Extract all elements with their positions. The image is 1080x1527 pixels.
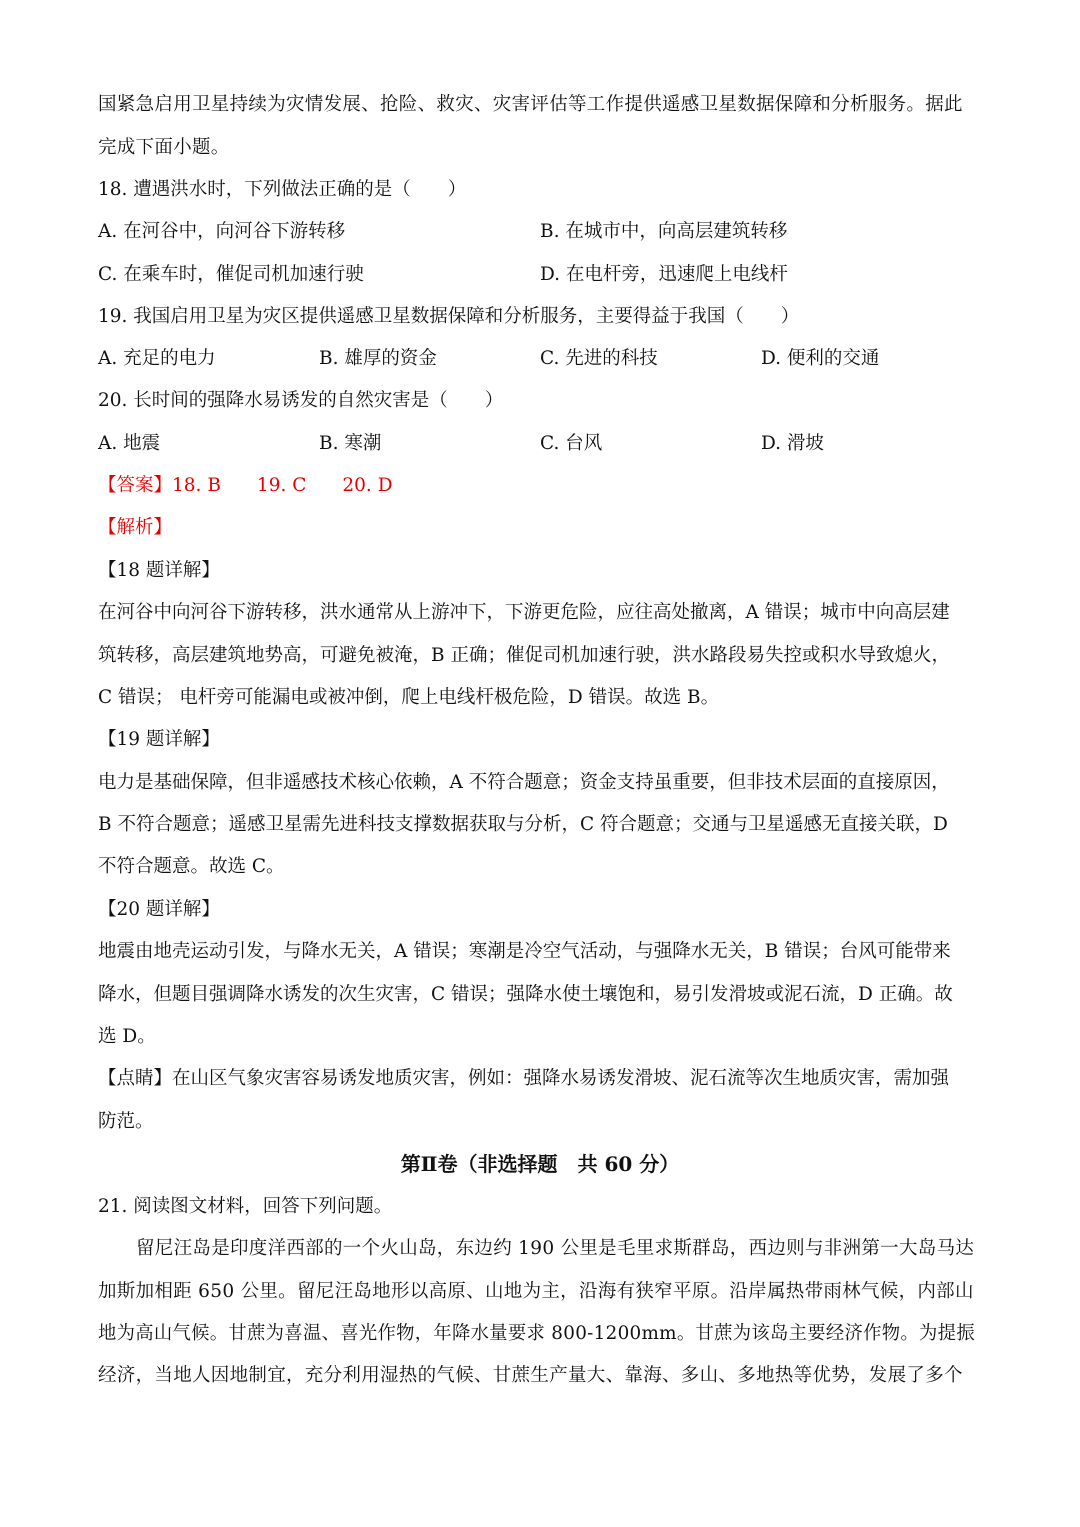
question-18-option-a: A. 在河谷中，向河谷下游转移 (98, 221, 346, 242)
question-19-option-d: D. 便利的交通 (761, 348, 880, 369)
q18-detail-line: 在河谷中向河谷下游转移，洪水通常从上游冲下，下游更危险，应往高处撤离，A 错误；城市中向高层建 (98, 602, 950, 623)
q19-detail-title: 【19 题详解】 (98, 729, 220, 750)
q20-detail-line: 地震由地壳运动引发，与降水无关，A 错误；寒潮是冷空气活动，与强降水无关，B 错误；台风可能带来 (98, 941, 951, 962)
question-20-option-c: C. 台风 (540, 433, 603, 454)
question-21-stem: 21. 阅读图文材料，回答下列问题。 (98, 1196, 393, 1217)
question-20-option-d: D. 滑坡 (761, 433, 824, 454)
q20-detail-line: 降水，但题目强调降水诱发的次生灾害，C 错误；强降水使土壤饱和，易引发滑坡或泥石流，D 正确。故 (98, 984, 953, 1005)
question-18-stem: 18. 遭遇洪水时，下列做法正确的是（ ） (98, 179, 467, 200)
answer-item: 20. D (342, 475, 393, 496)
question-20-stem: 20. 长时间的强降水易诱发的自然灾害是（ ） (98, 390, 504, 411)
q21-material-line: 地为高山气候。甘蔗为喜温、喜光作物，年降水量要求 800-1200mm。甘蔗为该岛主要经济作物。为提振 (98, 1323, 975, 1344)
answer-item: 18. B (172, 475, 221, 496)
question-19-stem: 19. 我国启用卫星为灾区提供遥感卫星数据保障和分析服务，主要得益于我国（ ） (98, 306, 800, 327)
q21-material-line: 加斯加相距 650 公里。留尼汪岛地形以高原、山地为主，沿海有狭窄平原。沿岸属热带雨林气候，内部山 (98, 1281, 974, 1302)
question-20-option-b: B. 寒潮 (319, 433, 382, 454)
tip-line: 防范。 (98, 1111, 154, 1132)
intro-line-2: 完成下面小题。 (98, 137, 230, 158)
q21-material-line: 留尼汪岛是印度洋西部的一个火山岛，东边约 190 公里是毛里求斯群岛，西边则与非洲第一大岛马达 (136, 1238, 975, 1259)
intro-line-1: 国紧急启用卫星持续为灾情发展、抢险、救灾、灾害评估等工作提供遥感卫星数据保障和分析服务。据此 (98, 94, 963, 115)
question-18-option-c: C. 在乘车时，催促司机加速行驶 (98, 264, 364, 285)
analysis-label: 【解析】 (98, 517, 173, 538)
q20-detail-title: 【20 题详解】 (98, 899, 220, 920)
answer-line (98, 477, 393, 496)
q18-detail-title: 【18 题详解】 (98, 560, 220, 581)
answer-label: 【答案】 (98, 475, 173, 496)
answer-item: 19. C (256, 475, 307, 496)
q21-material-line: 经济，当地人因地制宜，充分利用湿热的气候、甘蔗生产量大、靠海、多山、多地热等优势，发展了多个 (98, 1365, 963, 1386)
q19-detail-line: 不符合题意。故选 C。 (98, 856, 285, 877)
question-19-option-c: C. 先进的科技 (540, 348, 658, 369)
tip-line: 【点睛】在山区气象灾害容易诱发地质灾害，例如：强降水易诱发滑坡、泥石流等次生地质灾害，需加强 (98, 1068, 950, 1089)
question-19-option-b: B. 雄厚的资金 (319, 348, 437, 369)
q19-detail-line: B 不符合题意；遥感卫星需先进科技支撑数据获取与分析，C 符合题意；交通与卫星遥感无直接关联，D (98, 814, 948, 835)
q18-detail-line: C 错误； 电杆旁可能漏电或被冲倒，爬上电线杆极危险，D 错误。故选 B。 (98, 687, 720, 708)
question-18-option-d: D. 在电杆旁，迅速爬上电线杆 (540, 264, 788, 285)
q19-detail-line: 电力是基础保障，但非遥感技术核心依赖，A 不符合题意；资金支持虽重要，但非技术层面的直接原因， (98, 772, 950, 793)
question-18-option-b: B. 在城市中，向高层建筑转移 (540, 221, 788, 242)
q18-detail-line: 筑转移，高层建筑地势高，可避免被淹，B 正确；催促司机加速行驶，洪水路段易失控或积水导致熄火， (98, 645, 950, 666)
section-title: 第Ⅱ卷（非选择题 共 60 分） (400, 1152, 680, 1176)
question-20-option-a: A. 地震 (98, 433, 161, 454)
q20-detail-line: 选 D。 (98, 1026, 156, 1047)
question-19-option-a: A. 充足的电力 (98, 348, 216, 369)
